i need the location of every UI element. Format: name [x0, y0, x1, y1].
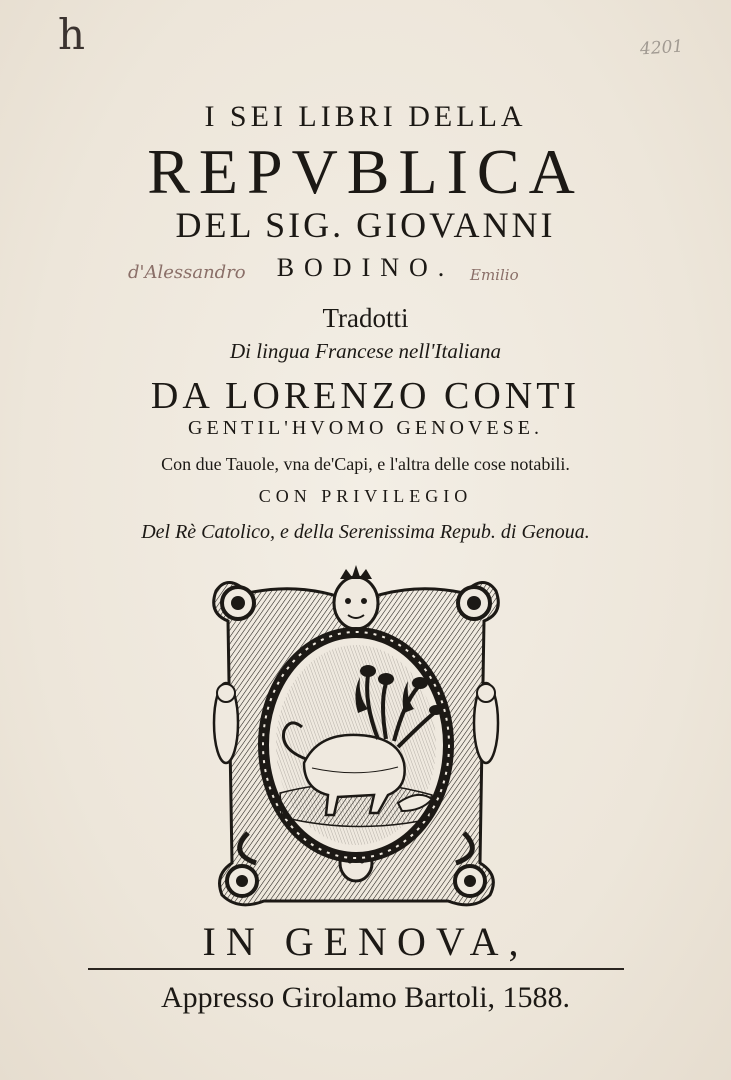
owner-annotation-left: d'Alessandro: [128, 262, 246, 283]
imprint-rule: [88, 968, 624, 970]
owner-annotation-right: Emilio: [470, 266, 519, 284]
translated-line: Tradotti: [322, 303, 409, 333]
title-line-1: I SEI LIBRI DELLA: [204, 100, 527, 133]
author-line-1: DEL SIG. GIOVANNI: [175, 205, 556, 245]
privilege-line: CON PRIVILEGIO: [258, 486, 473, 506]
language-line: Di lingua Francese nell'Italiana: [229, 339, 502, 363]
translator-name: DA LORENZO CONTI: [150, 375, 581, 417]
imprint-place: IN GENOVA,: [202, 919, 529, 964]
tables-line: Con due Tauole, vna de'Capi, e l'altra delle cose notabili.: [161, 454, 570, 474]
translator-title: GENTIL'HVOMO GENOVESE.: [188, 417, 543, 439]
imprint-printer-date: Appresso Girolamo Bartoli, 1588.: [160, 981, 571, 1014]
catalog-number-annotation: 4201: [639, 36, 684, 60]
shelf-mark-annotation: h: [58, 10, 86, 59]
title-main: REPVBLICA: [147, 136, 584, 207]
privilege-detail-line: Del Rè Catolico, e della Serenissima Repub. di Genoua.: [141, 521, 590, 543]
author-name: BODINO.: [276, 253, 455, 282]
printers-device-icon: [208, 563, 504, 913]
